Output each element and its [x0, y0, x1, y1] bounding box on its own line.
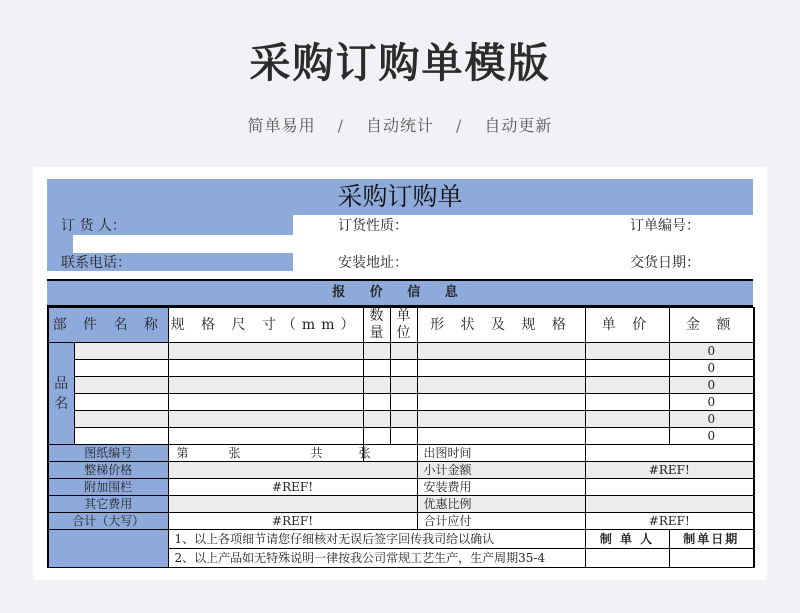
payable-label: 合计应付	[417, 513, 585, 530]
tag-separator: /	[337, 116, 344, 135]
drawing-no-label: 图纸编号	[48, 445, 168, 462]
amount-cell[interactable]: 0	[669, 360, 754, 377]
order-header-fields	[47, 215, 753, 279]
stair-price-label: 整梯价格	[48, 462, 168, 479]
sheet-title-band	[47, 179, 753, 215]
other-fee-label: 其它费用	[48, 496, 168, 513]
tag-easy: 简单易用	[247, 116, 316, 135]
extra-rail-label: 附加围栏	[48, 479, 168, 496]
note-line-1: 1、以上各项细节请您仔细核对无误后签字回传我司给以确认	[168, 530, 585, 549]
table-cell[interactable]	[390, 428, 417, 445]
table-cell[interactable]	[417, 377, 585, 394]
table-cell[interactable]	[168, 411, 363, 428]
tag-auto-stat: 自动统计	[365, 116, 434, 135]
table-cell[interactable]	[363, 445, 417, 462]
table-cell[interactable]	[74, 394, 168, 411]
table-cell[interactable]	[390, 360, 417, 377]
subtotal-value[interactable]: #REF!	[585, 462, 754, 479]
table-cell[interactable]	[390, 343, 417, 360]
table-cell[interactable]	[168, 360, 363, 377]
orderer-label: 订 货 人：	[61, 218, 126, 234]
notes-side-cell	[48, 530, 168, 568]
page-prefix: 第	[176, 446, 189, 460]
table-cell[interactable]	[390, 377, 417, 394]
col-unit: 单位	[390, 308, 417, 343]
total-cn-value[interactable]: #REF!	[168, 513, 417, 530]
extra-rail-value[interactable]: #REF!	[168, 479, 417, 496]
tag-separator: /	[456, 116, 463, 135]
table-cell[interactable]	[417, 360, 585, 377]
table-cell[interactable]	[585, 479, 754, 496]
table-cell[interactable]	[74, 428, 168, 445]
table-cell[interactable]	[585, 394, 669, 411]
amount-cell[interactable]: 0	[669, 428, 754, 445]
table-cell[interactable]	[417, 343, 585, 360]
table-cell[interactable]	[168, 394, 363, 411]
table-cell[interactable]	[417, 411, 585, 428]
address-label: 安装地址：	[338, 255, 408, 271]
template-preview-card	[33, 167, 767, 580]
phone-label: 联系电话：	[61, 255, 131, 271]
table-cell[interactable]	[74, 343, 168, 360]
amount-cell[interactable]: 0	[669, 377, 754, 394]
left-label-fill	[47, 235, 73, 253]
table-cell[interactable]	[363, 360, 390, 377]
table-cell[interactable]	[363, 377, 390, 394]
make-date-value[interactable]	[669, 549, 754, 568]
col-price: 单 价	[585, 308, 669, 343]
table-cell[interactable]	[74, 377, 168, 394]
table-cell[interactable]	[168, 428, 363, 445]
table-cell[interactable]	[74, 411, 168, 428]
col-amount: 金 额	[669, 308, 754, 343]
tag-auto-update: 自动更新	[484, 116, 553, 135]
table-cell[interactable]	[390, 411, 417, 428]
table-cell[interactable]	[417, 428, 585, 445]
table-cell[interactable]	[390, 394, 417, 411]
sheet-suffix: 张	[228, 446, 241, 460]
amount-cell[interactable]: 0	[669, 394, 754, 411]
quote-info-bar: 报 价 信 息	[47, 281, 753, 307]
table-cell[interactable]	[585, 377, 669, 394]
subtotal-label: 小计金额	[417, 462, 585, 479]
drawing-time-label: 出图时间	[417, 445, 585, 462]
total-prefix: 共	[310, 446, 323, 460]
table-cell[interactable]	[363, 394, 390, 411]
table-cell[interactable]	[363, 411, 390, 428]
table-cell[interactable]	[168, 462, 417, 479]
table-cell[interactable]	[585, 496, 754, 513]
payable-value[interactable]: #REF!	[585, 513, 754, 530]
table-cell[interactable]	[363, 343, 390, 360]
table-cell[interactable]	[585, 445, 754, 462]
make-date-label: 制单日期	[669, 530, 754, 549]
table-cell[interactable]	[417, 394, 585, 411]
table-cell[interactable]	[585, 411, 669, 428]
quote-table	[47, 307, 755, 568]
col-shape: 形 状 及 规 格	[417, 308, 585, 343]
purchase-order-sheet	[47, 179, 753, 568]
table-cell[interactable]	[363, 428, 390, 445]
table-cell[interactable]	[74, 360, 168, 377]
table-cell[interactable]	[585, 360, 669, 377]
drawing-pages	[168, 445, 371, 462]
item-label: 品名	[48, 343, 74, 445]
col-qty: 数量	[363, 308, 390, 343]
table-cell[interactable]	[168, 377, 363, 394]
discount-label: 优惠比例	[417, 496, 585, 513]
nature-label: 订货性质：	[338, 218, 408, 234]
total-cn-label: 合计（大写）	[48, 513, 168, 530]
delivery-label: 交货日期：	[630, 255, 700, 271]
install-fee-label: 安装费用	[417, 479, 585, 496]
amount-cell[interactable]: 0	[669, 343, 754, 360]
sheet-title: 采购订购单	[337, 182, 463, 211]
col-spec: 规 格 尺 寸（mm）	[168, 308, 363, 343]
order-no-label: 订单编号：	[630, 218, 700, 234]
maker-label: 制 单 人	[585, 530, 669, 549]
table-cell[interactable]	[585, 343, 669, 360]
maker-value[interactable]	[585, 549, 669, 568]
note-line-2: 2、以上产品如无特殊说明一律按我公司常规工艺生产，生产周期35-4	[168, 549, 585, 568]
table-cell[interactable]	[585, 428, 669, 445]
table-cell[interactable]	[168, 343, 363, 360]
feature-tags	[0, 113, 800, 136]
col-part-name: 部 件 名 称	[48, 308, 168, 343]
amount-cell[interactable]: 0	[669, 411, 754, 428]
table-cell[interactable]	[168, 496, 417, 513]
page-title: 采购订购单模版	[249, 39, 551, 87]
sheet-suffix-2: 张	[358, 446, 371, 460]
